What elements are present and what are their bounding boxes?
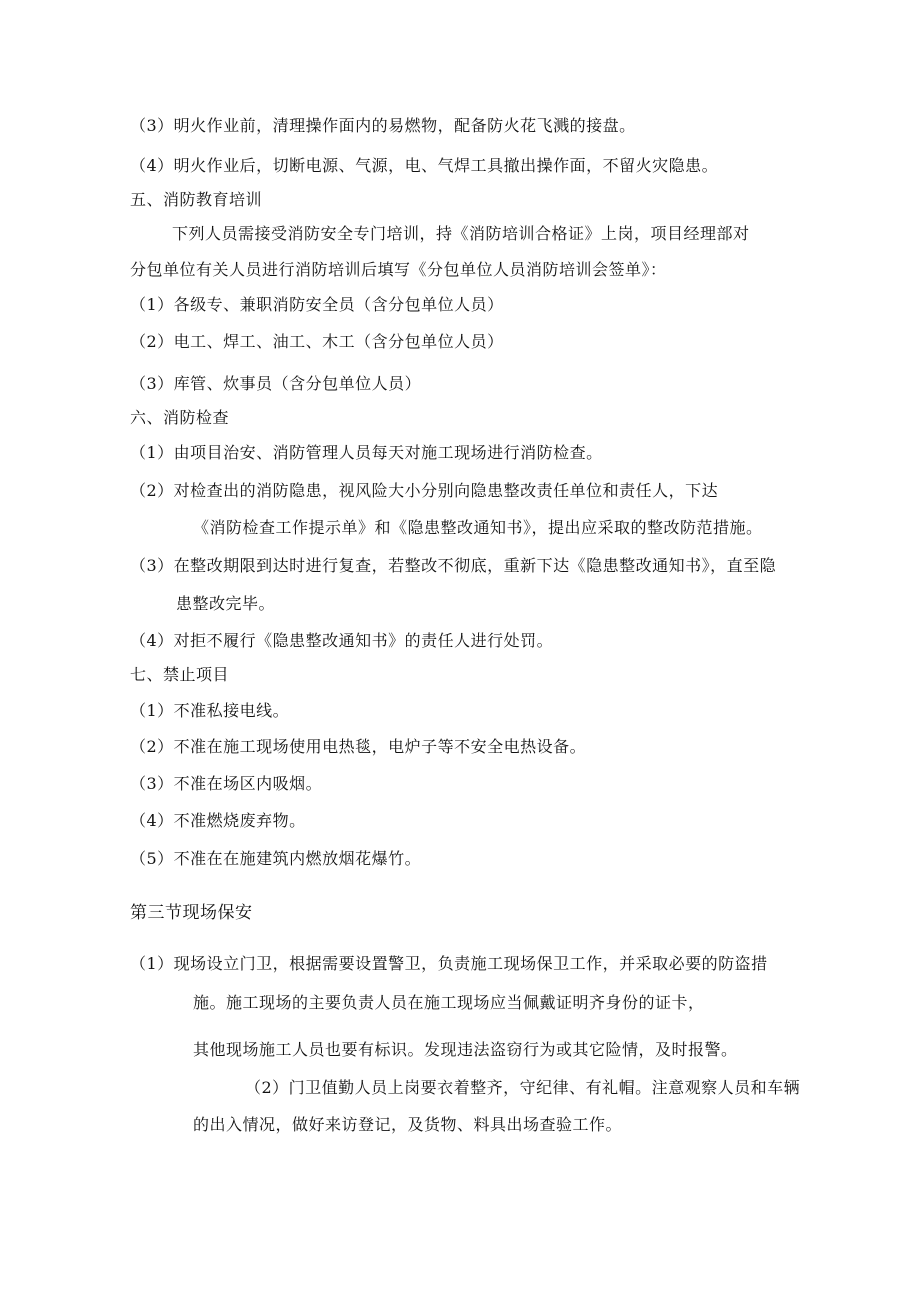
security-item-2: （2）门卫值勤人员上岗要衣着整齐，守纪律、有礼帽。注意观察人员和车辆	[245, 1078, 801, 1097]
inspection-item-2-cont: 《消防检查工作提示单》和《隐患整改通知书》，提出应采取的整改防范措施。	[193, 518, 763, 537]
heading-fire-inspection: 六、消防检查	[130, 408, 230, 427]
security-item-1: （1）现场设立门卫，根据需要设置警卫，负责施工现场保卫工作，并采取必要的防盗措	[130, 954, 768, 973]
heading-fire-training: 五、消防教育培训	[130, 190, 263, 209]
inspection-item-3-cont: 患整改完毕。	[176, 594, 276, 613]
security-item-2-cont: 的出入情况，做好来访登记，及货物、料具出场查验工作。	[193, 1115, 623, 1134]
prohibited-item-4: （4）不准燃烧废弃物。	[130, 811, 306, 830]
inspection-item-4: （4）对拒不履行《隐患整改通知书》的责任人进行处罚。	[130, 631, 554, 650]
prohibited-item-5: （5）不准在在施建筑内燃放烟花爆竹。	[130, 849, 422, 868]
heading-prohibited: 七、禁止项目	[130, 665, 230, 684]
prohibited-item-3: （3）不准在场区内吸烟。	[130, 774, 323, 793]
training-item-2: （2）电工、焊工、油工、木工（含分包单位人员）	[130, 332, 504, 351]
training-item-1: （1）各级专、兼职消防安全员（含分包单位人员）	[130, 295, 504, 314]
training-intro-line-2: 分包单位有关人员进行消防培训后填写《分包单位人员消防培训会签单》：	[130, 260, 667, 279]
security-item-1-cont-1: 施。施工现场的主要负责人员在施工现场应当佩戴证明齐身份的证卡，	[193, 993, 705, 1012]
section-title-site-security: 第三节现场保安	[130, 903, 253, 923]
prohibited-item-2: （2）不准在施工现场使用电热毯，电炉子等不安全电热设备。	[130, 737, 587, 756]
inspection-item-2: （2）对检查出的消防隐患，视风险大小分别向隐患整改责任单位和责任人，下达	[130, 481, 719, 500]
fire-item-4: （4）明火作业后，切断电源、气源，电、气焊工具撤出操作面，不留火灾隐患。	[130, 156, 719, 175]
inspection-item-3: （3）在整改期限到达时进行复查，若整改不彻底，重新下达《隐患整改通知书》，直至隐	[130, 556, 777, 575]
training-item-3: （3）库管、炊事员（含分包单位人员）	[130, 374, 422, 393]
training-intro-line-1: 下列人员需接受消防安全专门培训，持《消防培训合格证》上岗，项目经理部对	[172, 224, 750, 243]
prohibited-item-1: （1）不准私接电线。	[130, 701, 290, 720]
security-item-1-cont-2: 其他现场施工人员也要有标识。发现违法盗窃行为或其它险情，及时报警。	[193, 1040, 738, 1059]
fire-item-3: （3）明火作业前，清理操作面内的易燃物，配备防火花飞溅的接盘。	[130, 116, 636, 135]
inspection-item-1: （1）由项目治安、消防管理人员每天对施工现场进行消防检查。	[130, 443, 603, 462]
